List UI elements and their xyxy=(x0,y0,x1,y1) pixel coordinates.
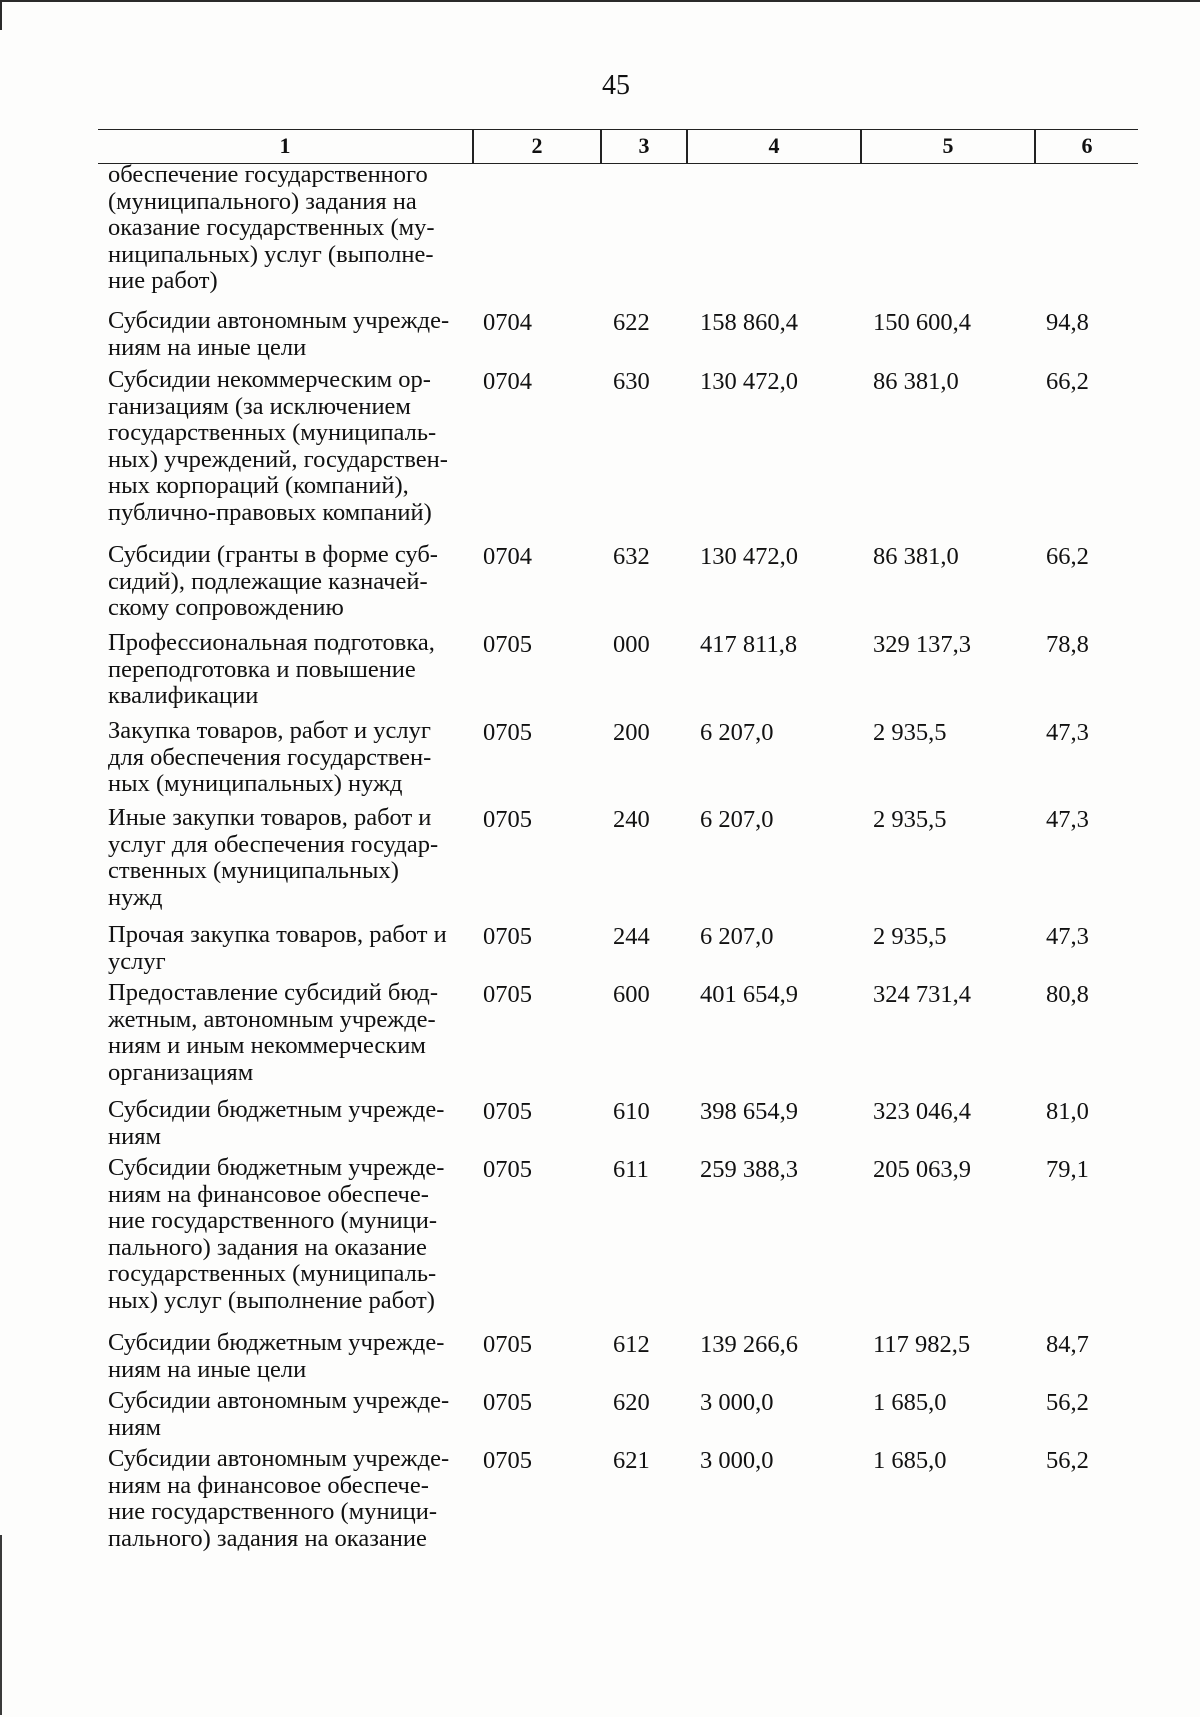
column-header-3: 3 xyxy=(638,133,650,158)
actual-amount: 205 063,9 xyxy=(873,1156,971,1183)
row-description: Субсидии автономным учрежде- ниям на финансовое обеспече- ние государственного (муници- пального) задания на оказание xyxy=(108,1445,450,1552)
page-number: 45 xyxy=(602,70,630,101)
expense-type-code: 000 xyxy=(613,631,650,658)
planned-amount: 3 000,0 xyxy=(700,1389,774,1416)
execution-percent: 94,8 xyxy=(1046,309,1089,336)
row-description: Субсидии (гранты в форме суб- сидий), подлежащие казначей- скому сопровождению xyxy=(108,541,438,622)
planned-amount: 417 811,8 xyxy=(700,631,798,658)
section-code: 0705 xyxy=(483,1447,532,1474)
execution-percent: 56,2 xyxy=(1046,1447,1089,1474)
expense-type-code: 610 xyxy=(613,1098,650,1125)
actual-amount: 2 935,5 xyxy=(873,923,947,950)
section-code: 0705 xyxy=(483,1389,532,1416)
section-code: 0705 xyxy=(483,923,532,950)
execution-percent: 47,3 xyxy=(1046,806,1089,833)
execution-percent: 47,3 xyxy=(1046,719,1089,746)
row-description: Субсидии автономным учрежде- ниям на иные цели xyxy=(108,307,450,361)
actual-amount: 86 381,0 xyxy=(873,543,959,570)
planned-amount: 398 654,9 xyxy=(700,1098,798,1125)
section-code: 0705 xyxy=(483,1156,532,1183)
section-code: 0705 xyxy=(483,981,532,1008)
actual-amount: 117 982,5 xyxy=(873,1331,971,1358)
planned-amount: 401 654,9 xyxy=(700,981,798,1008)
row-description: Иные закупки товаров, работ и услуг для обеспечения государ- ственных (муниципальных) нужд xyxy=(108,804,439,911)
actual-amount: 324 731,4 xyxy=(873,981,971,1008)
row-description: Субсидии бюджетным учрежде- ниям на финансовое обеспече- ние государственного (муници- пального) задания на оказание государственных (муниципаль- ных) услуг (выполнение работ) xyxy=(108,1154,445,1314)
execution-percent: 78,8 xyxy=(1046,631,1089,658)
expense-type-code: 600 xyxy=(613,981,650,1008)
expense-type-code: 632 xyxy=(613,543,650,570)
planned-amount: 6 207,0 xyxy=(700,923,774,950)
expense-type-code: 244 xyxy=(613,923,650,950)
section-code: 0705 xyxy=(483,1331,532,1358)
planned-amount: 130 472,0 xyxy=(700,368,798,395)
section-code: 0705 xyxy=(483,631,532,658)
row-description: Субсидии некоммерческим ор- ганизациям (за исключением государственных (муниципаль- ных) учреждений, государствен- ных корпораций (компаний), публично-правовых компаний) xyxy=(108,366,448,526)
expense-type-code: 612 xyxy=(613,1331,650,1358)
scan-edge-left-lower xyxy=(0,1535,2,1715)
planned-amount: 6 207,0 xyxy=(700,806,774,833)
execution-percent: 84,7 xyxy=(1046,1331,1089,1358)
row-description: Прочая закупка товаров, работ и услуг xyxy=(108,921,447,975)
execution-percent: 56,2 xyxy=(1046,1389,1089,1416)
section-code: 0704 xyxy=(483,309,532,336)
column-header-2: 2 xyxy=(531,133,543,158)
planned-amount: 130 472,0 xyxy=(700,543,798,570)
row-description: Субсидии бюджетным учрежде- ниям xyxy=(108,1096,445,1150)
expense-type-code: 621 xyxy=(613,1447,650,1474)
actual-amount: 2 935,5 xyxy=(873,719,947,746)
execution-percent: 66,2 xyxy=(1046,368,1089,395)
row-description: Предоставление субсидий бюд- жетным, автономным учрежде- ниям и иным некоммерческим организациям xyxy=(108,979,439,1086)
scan-edge-left xyxy=(0,0,2,30)
actual-amount: 323 046,4 xyxy=(873,1098,971,1125)
expense-type-code: 630 xyxy=(613,368,650,395)
actual-amount: 150 600,4 xyxy=(873,309,971,336)
scan-edge-top xyxy=(0,0,1200,2)
expense-type-code: 620 xyxy=(613,1389,650,1416)
section-code: 0704 xyxy=(483,543,532,570)
expense-type-code: 200 xyxy=(613,719,650,746)
actual-amount: 2 935,5 xyxy=(873,806,947,833)
actual-amount: 1 685,0 xyxy=(873,1389,947,1416)
section-code: 0705 xyxy=(483,1098,532,1125)
table-header-row xyxy=(98,129,1138,164)
planned-amount: 158 860,4 xyxy=(700,309,798,336)
execution-percent: 80,8 xyxy=(1046,981,1089,1008)
expense-type-code: 622 xyxy=(613,309,650,336)
row-description: Профессиональная подготовка, переподготовка и повышение квалификации xyxy=(108,629,435,710)
row-description: Субсидии автономным учрежде- ниям xyxy=(108,1387,450,1441)
planned-amount: 139 266,6 xyxy=(700,1331,798,1358)
section-code: 0705 xyxy=(483,806,532,833)
row-description: обеспечение государственного (муниципального) задания на оказание государственных (му- ниципальных) услуг (выполне- ние работ) xyxy=(108,161,435,295)
expense-type-code: 611 xyxy=(613,1156,649,1183)
row-description: Субсидии бюджетным учрежде- ниям на иные цели xyxy=(108,1329,445,1383)
actual-amount: 86 381,0 xyxy=(873,368,959,395)
column-header-5: 5 xyxy=(942,133,954,158)
planned-amount: 259 388,3 xyxy=(700,1156,798,1183)
execution-percent: 66,2 xyxy=(1046,543,1089,570)
column-header-4: 4 xyxy=(768,133,780,158)
planned-amount: 6 207,0 xyxy=(700,719,774,746)
section-code: 0705 xyxy=(483,719,532,746)
row-description: Закупка товаров, работ и услуг для обеспечения государствен- ных (муниципальных) нужд xyxy=(108,717,432,798)
expense-type-code: 240 xyxy=(613,806,650,833)
section-code: 0704 xyxy=(483,368,532,395)
execution-percent: 47,3 xyxy=(1046,923,1089,950)
actual-amount: 1 685,0 xyxy=(873,1447,947,1474)
planned-amount: 3 000,0 xyxy=(700,1447,774,1474)
column-header-6: 6 xyxy=(1081,133,1093,158)
execution-percent: 79,1 xyxy=(1046,1156,1089,1183)
column-header-1: 1 xyxy=(279,133,291,158)
execution-percent: 81,0 xyxy=(1046,1098,1089,1125)
actual-amount: 329 137,3 xyxy=(873,631,971,658)
